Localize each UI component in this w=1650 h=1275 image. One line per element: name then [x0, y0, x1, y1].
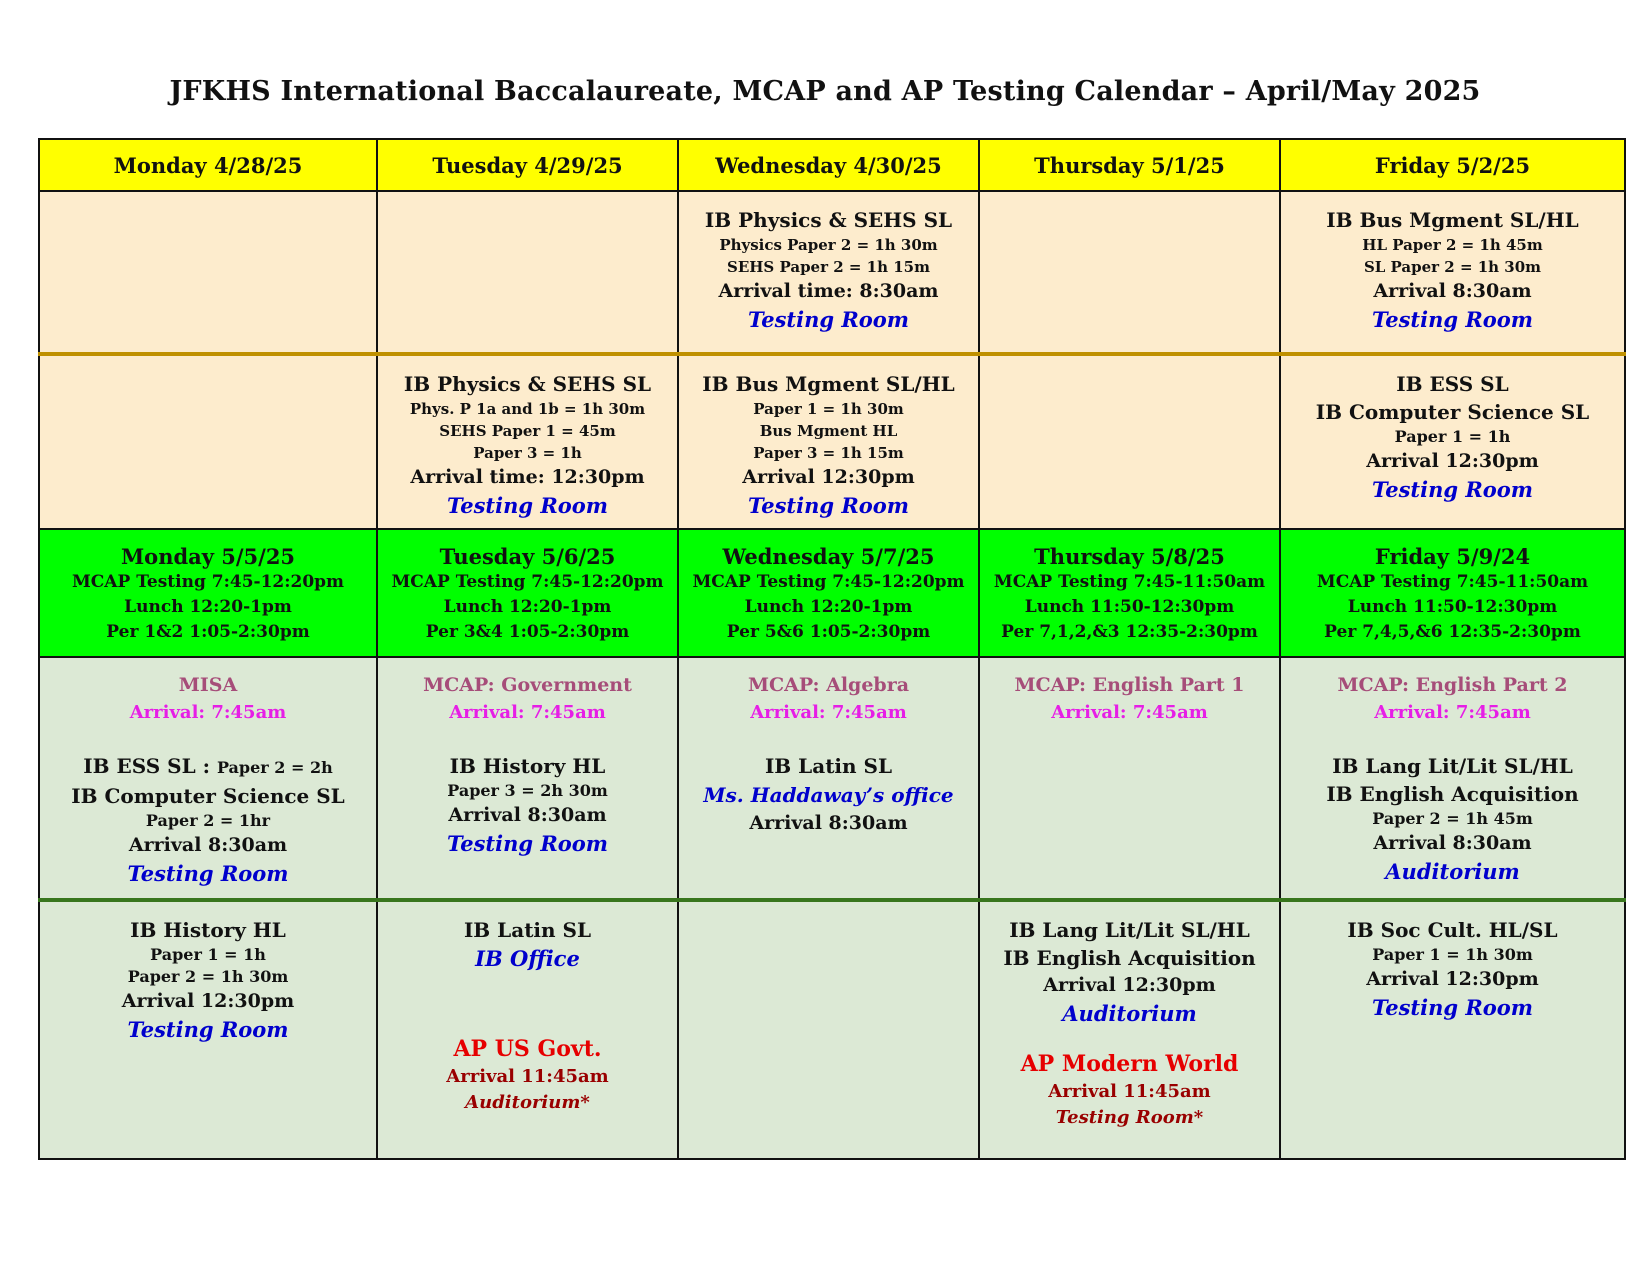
ap-exam-name: AP US Govt. [453, 1036, 602, 1062]
lunch-time: Lunch 12:20-1pm [443, 597, 612, 617]
exam-name: IB Lang Lit/Lit SL/HL [1009, 918, 1250, 942]
mcap-exam-name: MCAP: Algebra [747, 674, 910, 696]
mcap-arrival: Arrival: 7:45am [1051, 702, 1208, 723]
testing-calendar-table [38, 138, 1626, 1160]
lunch-time: Lunch 11:50-12:30pm [1347, 597, 1558, 617]
header-row [39, 139, 1625, 191]
period-time: Per 3&4 1:05-2:30pm [425, 622, 630, 642]
cell-tue-0429-pm [377, 354, 678, 529]
exam-room: Auditorium [1062, 1001, 1197, 1026]
exam-name: IB Bus Mgment SL/HL [1326, 208, 1579, 232]
cell-mon-0428-am [39, 191, 377, 354]
ap-arrival: Arrival 11:45am [1048, 1081, 1211, 1102]
exam-detail: SL Paper 2 = 1h 30m [1363, 258, 1542, 276]
exam-detail: Paper 1 = 1h 30m [753, 400, 904, 418]
exam-name: IB Lang Lit/Lit SL/HL [1332, 754, 1573, 778]
cell-fri-0509-pm [1280, 900, 1625, 1159]
exam-name: IB Physics & SEHS SL [403, 372, 652, 396]
april-afternoon-row [39, 354, 1625, 529]
exam-detail: Phys. P 1a and 1b = 1h 30m [409, 400, 646, 418]
mcap-testing-time: MCAP Testing 7:45-12:20pm [692, 572, 965, 592]
lunch-time: Lunch 12:20-1pm [744, 597, 913, 617]
exam-name: IB Physics & SEHS SL [704, 208, 953, 232]
exam-name: IB Soc Cult. HL/SL [1347, 918, 1558, 942]
exam-name: IB Computer Science SL [1315, 400, 1590, 424]
arrival-time: Arrival 8:30am [448, 804, 607, 826]
mcap-testing-time: MCAP Testing 7:45-11:50am [1316, 572, 1589, 592]
exam-name: IB ESS SL : Paper 2 = 2h [83, 754, 333, 778]
header-friday: Friday 5/2/25 [1280, 139, 1625, 191]
mcap-day-wednesday [678, 529, 979, 657]
exam-name: IB ESS SL [1396, 372, 1509, 396]
period-time: Per 1&2 1:05-2:30pm [106, 622, 310, 642]
exam-detail: Paper 3 = 1h [473, 444, 582, 462]
period-time: Per 7,4,5,&6 12:35-2:30pm [1324, 622, 1581, 642]
mcap-testing-time: MCAP Testing 7:45-11:50am [993, 572, 1266, 592]
exam-room: Testing Room [127, 861, 289, 886]
cell-wed-0507-am [678, 657, 979, 900]
mcap-day-monday [39, 529, 377, 657]
day-label: Wednesday 5/7/25 [722, 544, 935, 569]
ap-arrival: Arrival 11:45am [446, 1066, 609, 1087]
cell-thu-0508-am [979, 657, 1280, 900]
cell-wed-0430-am [678, 191, 979, 354]
exam-room: Testing Room [1371, 995, 1534, 1020]
arrival-time: Arrival 12:30pm [742, 466, 915, 488]
exam-detail: Paper 1 = 1h [150, 945, 266, 964]
ap-room: Auditorium* [465, 1092, 590, 1113]
exam-room: Testing Room [127, 1017, 289, 1042]
arrival-time: Arrival 8:30am [1373, 832, 1532, 854]
arrival-time: Arrival 8:30am [128, 834, 288, 856]
exam-detail: Physics Paper 2 = 1h 30m [719, 236, 938, 254]
mcap-arrival: Arrival: 7:45am [750, 702, 907, 723]
exam-room: Testing Room [1371, 477, 1534, 502]
cell-tue-0506-am [377, 657, 678, 900]
arrival-time: Arrival 12:30pm [1366, 450, 1539, 472]
exam-detail: Paper 1 = 1h [1394, 427, 1511, 446]
mcap-arrival: Arrival: 7:45am [129, 702, 287, 723]
cell-thu-0501-pm [979, 354, 1280, 529]
cell-thu-0508-pm [979, 900, 1280, 1159]
may-morning-row [39, 657, 1625, 900]
exam-detail: Bus Mgment HL [759, 422, 898, 440]
cell-thu-0501-am [979, 191, 1280, 354]
day-label: Monday 5/5/25 [120, 544, 296, 569]
cell-mon-0505-pm [39, 900, 377, 1159]
exam-name: IB English Acquisition [1003, 946, 1256, 970]
exam-detail: SEHS Paper 2 = 1h 15m [726, 258, 930, 276]
cell-mon-0505-am [39, 657, 377, 900]
exam-room: Auditorium [1385, 859, 1520, 884]
day-label: Tuesday 5/6/25 [439, 544, 616, 569]
exam-detail: SEHS Paper 1 = 45m [439, 422, 616, 440]
exam-name: IB Bus Mgment SL/HL [702, 372, 955, 396]
mcap-exam-name: MISA [178, 674, 238, 696]
exam-name: IB Latin SL [463, 918, 592, 942]
exam-room: Testing Room [446, 831, 609, 856]
exam-detail: HL Paper 2 = 1h 45m [1362, 236, 1543, 254]
mcap-arrival: Arrival: 7:45am [1374, 702, 1531, 723]
exam-detail: Paper 3 = 1h 15m [753, 444, 904, 462]
cell-mon-0428-pm [39, 354, 377, 529]
exam-room: Testing Room [446, 493, 609, 518]
mcap-day-thursday [979, 529, 1280, 657]
cell-wed-0507-pm [678, 900, 979, 1159]
may-afternoon-row [39, 900, 1625, 1159]
exam-detail: Paper 3 = 2h 30m [447, 781, 608, 800]
header-wednesday: Wednesday 4/30/25 [678, 139, 979, 191]
exam-name: IB English Acquisition [1326, 782, 1579, 806]
header-tuesday: Tuesday 4/29/25 [377, 139, 678, 191]
mcap-exam-name: MCAP: English Part 2 [1337, 674, 1568, 696]
mcap-schedule-row [39, 529, 1625, 657]
mcap-day-tuesday [377, 529, 678, 657]
mcap-exam-name: MCAP: Government [423, 674, 632, 696]
april-morning-row [39, 191, 1625, 354]
exam-room: Testing Room [747, 493, 910, 518]
page-title: JFKHS International Baccalaureate, MCAP and AP Testing Calendar – April/May 2025 [169, 76, 1481, 107]
exam-room: IB Office [475, 946, 580, 971]
exam-detail: Paper 2 = 1h 45m [1372, 809, 1533, 828]
cell-tue-0506-pm [377, 900, 678, 1159]
cell-fri-0502-am [1280, 191, 1625, 354]
exam-name: IB Latin SL [764, 754, 893, 778]
cell-wed-0430-pm [678, 354, 979, 529]
mcap-exam-name: MCAP: English Part 1 [1014, 674, 1245, 696]
day-label: Friday 5/9/24 [1374, 544, 1531, 569]
exam-room: Ms. Haddaway’s office [703, 783, 954, 807]
lunch-time: Lunch 11:50-12:30pm [1024, 597, 1235, 617]
ap-room: Testing Room* [1055, 1107, 1204, 1128]
exam-detail: Paper 2 = 1hr [145, 811, 271, 830]
exam-room: Testing Room [747, 307, 910, 332]
mcap-arrival: Arrival: 7:45am [449, 702, 606, 723]
arrival-time: Arrival 12:30pm [1043, 974, 1216, 996]
ap-exam-name: AP Modern World [1020, 1051, 1239, 1077]
period-time: Per 5&6 1:05-2:30pm [726, 622, 931, 642]
arrival-time: Arrival 12:30pm [121, 990, 295, 1012]
arrival-time: Arrival 8:30am [1373, 280, 1532, 302]
exam-detail: Paper 2 = 1h 30m [127, 967, 289, 986]
arrival-time: Arrival time: 12:30pm [410, 466, 645, 488]
header-monday: Monday 4/28/25 [39, 139, 377, 191]
arrival-time: Arrival time: 8:30am [718, 280, 939, 302]
lunch-time: Lunch 12:20-1pm [124, 597, 292, 617]
cell-tue-0429-am [377, 191, 678, 354]
arrival-time: Arrival 12:30pm [1366, 968, 1539, 990]
exam-room: Testing Room [1371, 307, 1534, 332]
header-thursday: Thursday 5/1/25 [979, 139, 1280, 191]
mcap-day-friday [1280, 529, 1625, 657]
mcap-testing-time: MCAP Testing 7:45-12:20pm [391, 572, 664, 592]
exam-name: IB History HL [449, 754, 606, 778]
cell-fri-0509-am [1280, 657, 1625, 900]
day-label: Thursday 5/8/25 [1034, 544, 1225, 569]
mcap-testing-time: MCAP Testing 7:45-12:20pm [71, 572, 345, 592]
arrival-time: Arrival 8:30am [749, 812, 908, 834]
exam-detail: Paper 1 = 1h 30m [1372, 945, 1533, 964]
exam-name: IB History HL [130, 918, 286, 942]
exam-name: IB Computer Science SL [71, 784, 345, 808]
cell-fri-0502-pm [1280, 354, 1625, 529]
period-time: Per 7,1,2,&3 12:35-2:30pm [1001, 622, 1258, 642]
